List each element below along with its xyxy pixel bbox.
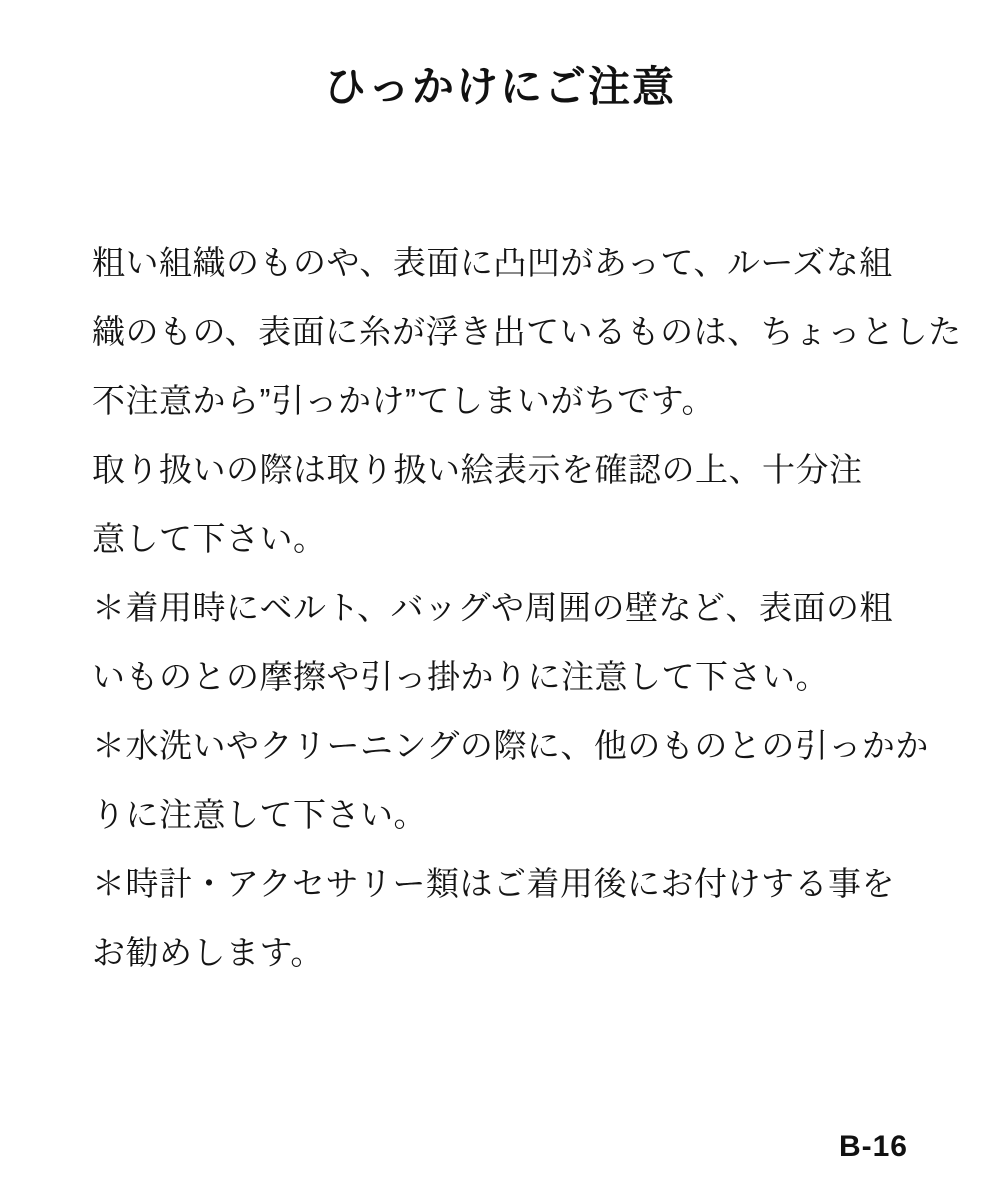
body-line: 取り扱いの際は取り扱い絵表示を確認の上、十分注 (92, 451, 863, 488)
body-line: 織のもの、表面に糸が浮き出ているものは、ちょっとした (92, 313, 962, 350)
body-line: ＊水洗いやクリーニングの際に、他のものとの引っかか (92, 727, 929, 764)
body-line: 粗い組織のものや、表面に凸凹があって、ルーズな組 (92, 244, 893, 281)
body-line: 意して下さい。 (92, 520, 327, 557)
page-code: B-16 (838, 1130, 908, 1163)
body-text-block (92, 228, 962, 987)
body-line: 不注意から”引っかけ”てしまいがちです。 (92, 382, 716, 419)
page-title: ひっかけにご注意 (323, 63, 676, 111)
body-line: いものとの摩擦や引っ掛かりに注意して下さい。 (92, 658, 829, 695)
body-line: りに注意して下さい。 (92, 796, 427, 833)
body-line: お勧めします。 (92, 934, 324, 971)
body-line: ＊時計・アクセサリー類はご着用後にお付けする事を (92, 865, 896, 902)
body-line: ＊着用時にベルト、バッグや周囲の壁など、表面の粗 (92, 589, 894, 626)
